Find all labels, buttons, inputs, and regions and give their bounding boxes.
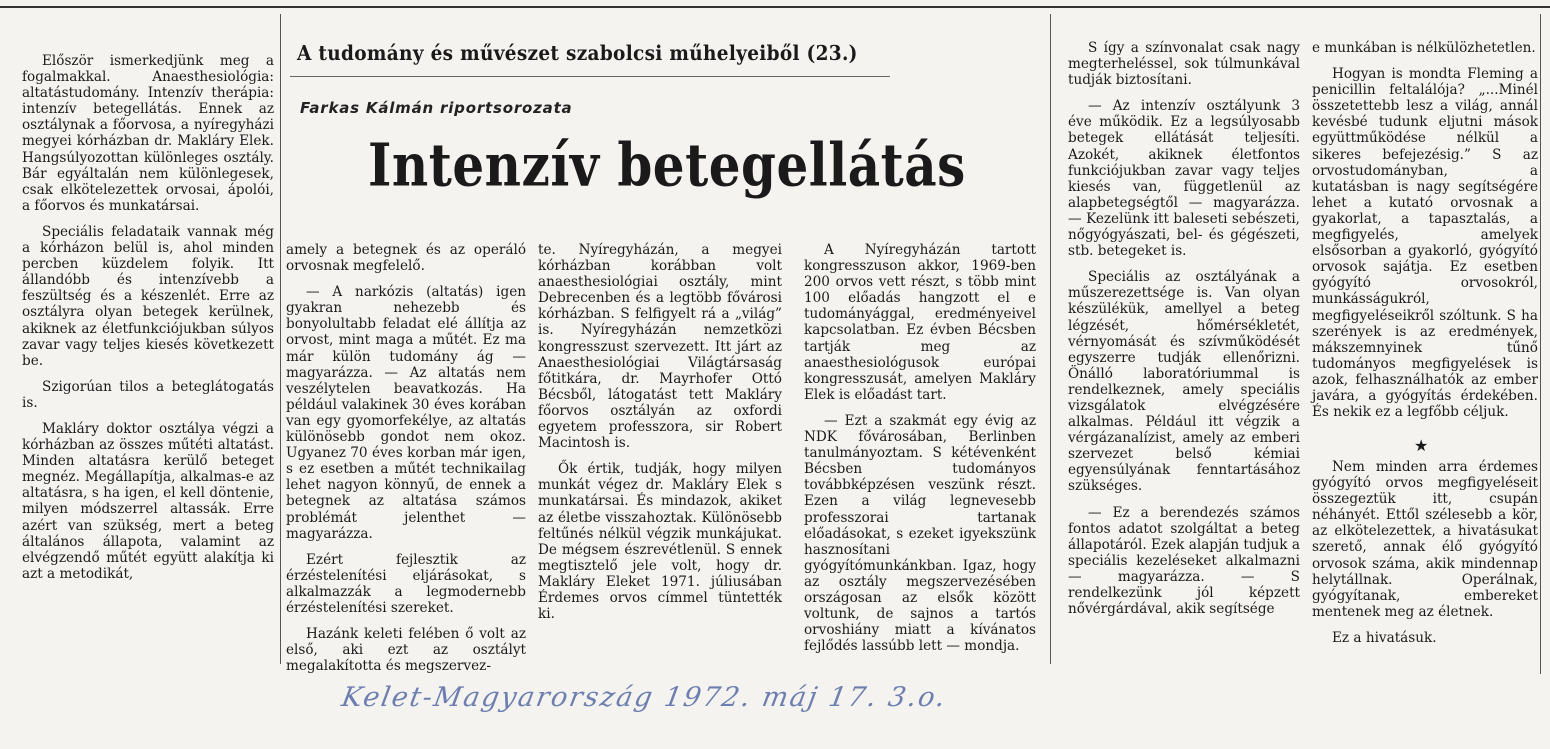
paragraph: Hogyan is mondta Fleming a penicillin feltalálója? „...Minél összetettebb lesz a világ, annál kevésbé tudunk eljutni mások együttműködése nélkül a sikeres befejezésig.” S az orvostudományban, a kutatásban is nagy segítségére lehet a kutató orvosnak a gyakorlat, a tapasztalás, a megfigyelés, amelyek elsősorban a gyakorló, gyógyító orvosok sajátja. Ez esetben gyógyító orvosokról, munkásságukról, megfigyeléseikről szóltunk. S ha szerények is az eredmények, mákszemnyinek tűnő tudományos megfigyelések is azok, felhasználhatók az ember javára, a gyógyítás érdekében. És nekik ez a legfőbb céljuk.: [1312, 66, 1538, 421]
article-column-2: [286, 242, 526, 684]
paragraph: Hazánk keleti felében ő volt az első, aki ezt az osztályt megalakította és megszervez-: [286, 626, 526, 675]
column-divider: [280, 14, 281, 664]
byline: Farkas Kálmán riportsorozata: [300, 99, 573, 117]
article-column-3: [538, 242, 782, 632]
paragraph: — Ezt a szakmát egy évig az NDK fővárosában, Berlinben tanulmányoztam. S kétévenként Bécsben tudományos továbbképzésen veszünk részt. Ezen a világ legnevesebb professzorai tartanak előadásokat, s ezeket igyekszünk hasznosítani gyógyítómunkánkban. Igaz, hogy az osztály megszervezésében országosan az elsők között voltunk, de sajnos a tartós orvoshiány miatt a kívánatos fejlődés lassúbb lett — mondja.: [804, 412, 1036, 655]
paragraph: Speciális feladataik vannak még a kórházon belül is, ahol minden percben küzdelem folyik. Itt állandóbb és intenzívebb a feszültség és a készenlét. Erre az osztályra olyan betegek kerülnek, akiknek az életfunkciójukban súlyos zavar vagy teljes kiesés következett be.: [22, 223, 274, 369]
top-rule: [0, 6, 1550, 8]
paragraph: — A narkózis (altatás) igen gyakran nehezebb és bonyolultabb feladat elé állítja az orvost, mint maga a műtét. Ez ma már külön tudomány ág — magyarázza. — Az altatás nem veszélytelen beavatkozás. Ha például valakinek 30 éves korában van egy gyomorfekélye, az altatás különösebb gondot nem okoz. Ugyanez 70 éves korban már igen, s ez esetben a műtét technikailag lehet nagyon könnyű, de ennek a betegnek az altatása számos problémát jelenthet — magyarázza.: [286, 284, 526, 542]
paragraph: Ez a hivatásuk.: [1332, 629, 1437, 646]
star-separator: ★: [1414, 436, 1429, 455]
article-column-5: [1068, 40, 1300, 627]
paragraph: — Ez a berendezés számos fontos adatot szolgáltat a beteg állapotáról. Ezek alapján tudjuk a speciális kezeléseket alkalmazni — magyarázza. — S rendelkezünk jól képzett nővérgárdával, akik segítsége: [1068, 504, 1300, 618]
paragraph: Először ismerkedjünk meg a fogalmakkal. Anaesthesiológia: altatástudomány. Intenzív therápia: intenzív betegellátás. Ennek az osztálynak a főorvosa, a nyíregyházi megyei kórházban dr. Makláry Elek. Hangsúlyozottan különleges osztály. Bár egyáltalán nem különlegesek, csak elkötelezettek orvosai, ápolói, a főorvos és munkatársai.: [22, 53, 274, 214]
right-edge-rule: [1540, 14, 1541, 674]
paragraph: Nem minden arra érdemes gyógyító orvos megfigyeléseit összegeztük itt, csupán néhányét. Ettől szélesebb a kör, az elkötelezettek, a hivatásukat szerető, annak élő gyógyító orvosok száma, akik mindennap helytállnak. Operálnak, gyógyítanak, embereket mentenek meg az életnek.: [1312, 459, 1538, 620]
article-column-1: [22, 53, 274, 592]
paragraph: A Nyíregyházán tartott kongresszuson akkor, 1969-ben 200 orvos vett részt, s több mint 100 előadás hangzott el e tudományággal, eredményeivel kapcsolatban. Ez évben Bécsben tartják meg az anaesthesiológusok európai kongresszusát, amelyen Makláry Elek is előadást tart.: [804, 242, 1036, 403]
paragraph: te. Nyíregyházán, a megyei kórházban korábban volt anaesthesiológiai osztály, mint Debrecenben és a legtöbb fővárosi kórházban. S felfigyelt rá a „világ” is. Nyíregyházán nemzetközi kongresszust szervezett. Itt járt az Anaesthesiológiai Világtársaság főtitkára, dr. Mayrhofer Ottó Bécsből, látogatást tett Makláry főorvos osztályán az oxfordi egyetem professzora, sir Robert Macintosh is.: [538, 242, 782, 452]
paragraph: Speciális az osztályának a műszerezettsége is. Van olyan készülékük, amellyel a beteg légzését, hőmérsékletét, vérnyomását és szívműködését egyszerre tudják ellenőrizni. Önálló laboratóriummal is rendelkeznek, amely speciális vizsgálatok elvégzésére alkalmas. Például itt végzik a vérgázanalízist, amely az emberi szervezet belső kémiai egyensúlyának fenntartásához szükséges.: [1068, 269, 1300, 495]
article-column-6: [1312, 40, 1538, 430]
paragraph: amely a betegnek és az operáló orvosnak megfelelő.: [286, 242, 526, 275]
series-title-rule: [290, 76, 890, 77]
paragraph: Ők értik, tudják, hogy milyen munkát végez dr. Makláry Elek s munkatársai. És mindazok, akiket az életbe visszahoztak. Különösebb feltűnés nélkül végzik munkájukat. De mégsem észrevétlenül. S ennek megtisztelő jele volt, hogy dr. Makláry Eleket 1971. júliusában Érdemes orvos címmel tüntették ki.: [538, 461, 782, 623]
paragraph: Szigorúan tilos a beteglátogatás is.: [22, 378, 274, 411]
column-divider: [1050, 14, 1051, 664]
paragraph: — Az intenzív osztályunk 3 éve működik. Ez a legsúlyosabb betegek ellátását teljesíti. Azokét, akiknek életfontos funkciójukban zavar vagy teljes kiesés van, függetlenül az alapbetegségtől — magyarázza. — Kezelünk itt baleseti sebészeti, nőgyógyászati, bel- és gégészeti, stb. betegeket is.: [1068, 98, 1300, 260]
article-column-4: [804, 242, 1036, 664]
paragraph: S így a színvonalat csak nagy megterheléssel, sok túlmunkával tudják biztosítani.: [1068, 40, 1300, 89]
paragraph: e munkában is nélkülözhetetlen.: [1312, 40, 1536, 56]
handwritten-source-note: Kelet-Magyarország 1972. máj 17. 3.o.: [339, 682, 950, 713]
article-column-6-ending: [1312, 459, 1538, 656]
paragraph: Ezért fejlesztik az érzéstelenítési eljárásokat, s alkalmazzák a legmodernebb érzéstelenítési szereket.: [286, 551, 526, 616]
headline: Intenzív betegellátás: [368, 130, 966, 200]
paragraph: Makláry doktor osztálya végzi a kórházban az összes műtéti altatást. Minden altatásra kerülő beteget megnéz. Megállapítja, alkalmas-e az altatásra, s ha igen, el kell döntenie, milyen módszerrel altassák. Erre azért van szükség, mert a beteg általános állapota, valamint az elvégzendő műtét együtt alakítja ki azt a metodikát,: [22, 420, 274, 582]
series-title: A tudomány és művészet szabolcsi műhelyeiből (23.): [297, 42, 858, 66]
